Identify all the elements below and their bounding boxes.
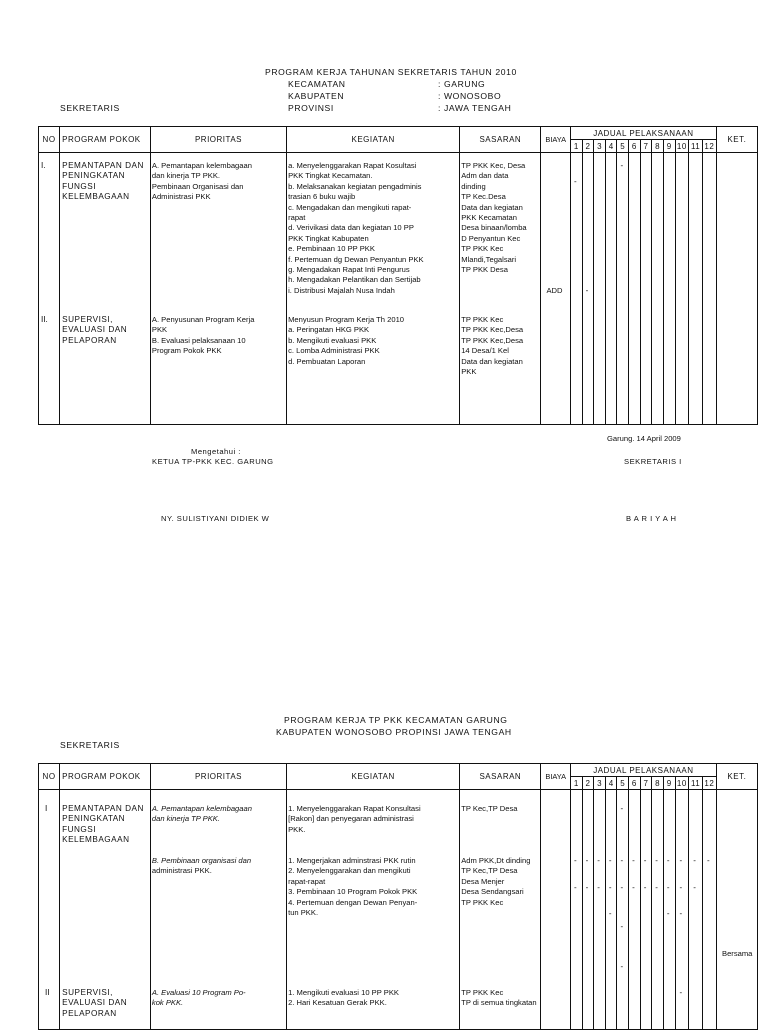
doc2-row1-program	[62, 804, 144, 846]
col-jadual: JADUAL PELAKSANAAN	[571, 127, 717, 140]
month-10: 10	[676, 778, 687, 788]
col-jadual: JADUAL PELAKSANAAN	[571, 764, 717, 777]
doc1-sasaran-cell	[460, 153, 541, 425]
schedule-mark: -	[632, 883, 635, 892]
text-line: Data dan kegiatan	[461, 202, 523, 212]
doc2-row1-sasaran-a	[461, 804, 517, 814]
text-line: SUPERVISI,	[62, 315, 113, 324]
doc1-left-sign-label1: Mengetahui :	[191, 447, 241, 456]
doc1-meta-label-provinsi: PROVINSI	[288, 103, 334, 113]
doc2-month-cell-11	[689, 790, 703, 1030]
col-biaya: BIAYA	[541, 127, 571, 153]
text-line: TP Kec.Desa	[461, 192, 506, 202]
schedule-mark: -	[585, 856, 589, 865]
doc1-month-cell-10	[675, 153, 689, 425]
doc2-title-1: PROGRAM KERJA TP PKK KECAMATAN GARUNG	[284, 715, 508, 725]
doc2-row1-no: I	[45, 804, 48, 813]
doc1-biaya-cell	[541, 153, 571, 425]
text-line: Menyusun Program Kerja Th 2010	[288, 315, 405, 324]
doc2-month-cell-6	[629, 790, 641, 1030]
text-line: Desa Menjer	[461, 876, 505, 886]
text-line: PENINGKATAN	[62, 171, 126, 181]
month-1: 1	[571, 777, 583, 790]
schedule-mark: -	[585, 286, 589, 295]
text-line: Mlandi,Tegalsari	[461, 254, 517, 264]
text-line: 3. Pembinaan 10 Program Pokok PKK	[288, 887, 418, 897]
schedule-mark: -	[608, 883, 612, 892]
text-line: c. Mengadakan dan mengikuti rapat-	[288, 202, 412, 212]
month-5: 5	[617, 777, 629, 790]
text-line: 1. Mengerjakan adminstrasi PKK rutin	[288, 856, 416, 865]
col-biaya: BIAYA	[541, 764, 571, 790]
doc1-left-sign-label2: KETUA TP-PKK KEC. GARUNG	[152, 457, 274, 466]
doc2-month-cell-12	[702, 790, 716, 1030]
text-line: dan kinerja TP PKK.	[151, 171, 220, 181]
text-line: SUPERVISI,	[62, 988, 113, 997]
month-11: 11	[689, 140, 703, 153]
doc1-left-sign-name: NY. SULISTIYANI DIDIEK W	[161, 514, 270, 523]
schedule-mark: -	[632, 856, 635, 865]
schedule-mark: -	[597, 856, 600, 865]
doc2-row1-prioritas-b	[152, 856, 251, 877]
text-line: PENINGKATAN	[62, 814, 126, 824]
text-line: EVALUASI DAN	[62, 325, 128, 335]
text-line: Data dan kegiatan	[461, 356, 523, 366]
text-line: 1. Menyelenggarakan Rapat Konsultasi	[288, 804, 421, 813]
doc2-month-cell-2	[582, 790, 594, 1030]
text-line: PEMANTAPAN DAN	[62, 161, 144, 170]
text-line: 1. Mengikuti evaluasi 10 PP PKK	[288, 988, 399, 997]
text-line: kok PKK.	[151, 998, 184, 1008]
text-line: TP PKK Kec,Desa	[461, 335, 524, 345]
text-line: TP di semua tingkatan	[461, 998, 537, 1008]
doc1-row2-prioritas	[152, 315, 255, 357]
col-ket: KET.	[716, 127, 757, 153]
ket-note-text: Bersama	[722, 949, 753, 958]
doc1-month-cell-9	[663, 153, 675, 425]
doc1-month-cell-3	[594, 153, 606, 425]
doc1-prioritas-cell	[150, 153, 286, 425]
text-line: TP PKK Kec,Desa	[461, 325, 524, 335]
text-line: TP Kec,TP Desa	[461, 866, 518, 876]
doc1-row2-kegiatan	[288, 315, 404, 367]
doc1-meta-value-provinsi: : JAWA TENGAH	[438, 103, 512, 113]
doc1-month-cell-2	[582, 153, 594, 425]
col-program-pokok: PROGRAM POKOK	[60, 764, 151, 790]
text-line: TP PKK Desa	[461, 265, 508, 275]
doc2-header-row	[39, 764, 758, 777]
text-line: TP PKK Kec	[461, 244, 504, 254]
doc1-header-row	[39, 127, 758, 140]
doc1-row1-sasaran	[461, 161, 526, 275]
doc2-biaya-cell	[541, 790, 571, 1030]
text-line: f. Pertemuan dg Dewan Penyantun PKK	[288, 254, 424, 264]
text-line: PKK Tingkat Kecamatan.	[288, 171, 373, 181]
text-line: trasian 6 buku wajib	[288, 192, 356, 202]
doc1-row2-sasaran	[461, 315, 523, 377]
doc1-row2-program	[62, 315, 127, 346]
text-line: PKK	[151, 325, 168, 335]
schedule-mark: -	[643, 856, 647, 865]
doc1-right-sign-label: SEKRETARIS I	[624, 457, 682, 466]
text-line: a. Menyelenggarakan Rapat Kosultasi	[288, 161, 417, 170]
doc1-month-cell-1	[571, 153, 583, 425]
doc2-ket-note	[722, 949, 778, 961]
text-line: TP PKK Kec	[461, 897, 504, 907]
text-line: tun PKK.	[288, 908, 319, 918]
text-line: b. Melaksanakan kegiatan pengadminis	[288, 181, 422, 191]
doc1-biaya-value: ADD	[546, 286, 563, 295]
col-sasaran: SASARAN	[460, 127, 541, 153]
doc2-month-cell-3	[594, 790, 606, 1030]
doc1-ket-cell	[716, 153, 757, 425]
doc2-row2-no: II	[45, 988, 50, 997]
text-line: Adm dan data	[461, 171, 509, 181]
text-line: KELEMBAGAAN	[62, 835, 130, 845]
doc2-sasaran-cell	[460, 790, 541, 1030]
doc1-unit: SEKRETARIS	[60, 103, 120, 113]
schedule-mark: -	[666, 883, 670, 892]
text-line: 2. Hari Kesatuan Gerak PKK.	[288, 998, 387, 1008]
doc2-row2-program	[62, 988, 127, 1019]
text-line: PELAPORAN	[62, 1008, 117, 1018]
text-line: 4. Pertemuan dengan Dewan Penyan-	[288, 897, 418, 907]
month-4: 4	[605, 140, 617, 153]
text-line: 2. Menyelenggarakan dan mengikuti	[288, 866, 411, 876]
month-1: 1	[571, 140, 583, 153]
schedule-mark: -	[679, 856, 683, 865]
col-ket: KET.	[716, 764, 757, 790]
text-line: [Rakon] dan penyegaran administrasi	[288, 814, 414, 824]
doc1-row1-no: I.	[41, 161, 46, 170]
doc1-no-cell	[39, 153, 60, 425]
month-11: 11	[689, 777, 703, 790]
text-line: a. Peringatan HKG PKK	[288, 325, 370, 335]
text-line: rapat-rapat	[288, 876, 326, 886]
col-no: NO	[39, 127, 60, 153]
doc1-row1-kegiatan	[288, 161, 424, 296]
schedule-mark: -	[608, 856, 612, 865]
schedule-mark: -	[574, 883, 577, 892]
month-2: 2	[582, 140, 594, 153]
doc1-date-line: Garung. 14 April 2009	[607, 434, 681, 443]
schedule-mark: -	[679, 988, 683, 997]
doc2-ket-cell	[716, 790, 757, 1030]
doc2-month-cell-5	[617, 790, 629, 1030]
month-3: 3	[594, 140, 606, 153]
schedule-mark: -	[620, 856, 624, 865]
schedule-mark: -	[693, 883, 696, 892]
month-6: 6	[629, 777, 641, 790]
text-line: FUNGSI	[62, 824, 97, 834]
doc1-meta-value-kecamatan: : GARUNG	[438, 79, 486, 89]
doc1-right-sign-name: B A R I Y A H	[626, 514, 677, 523]
doc1-meta-value-kabupaten: : WONOSOBO	[438, 91, 502, 101]
schedule-mark: -	[620, 922, 624, 931]
text-line: TP PKK Kec	[461, 315, 504, 324]
text-line: PKK.	[288, 824, 306, 834]
text-line: EVALUASI DAN	[62, 998, 128, 1008]
text-line: B. Evaluasi pelaksanaan 10	[151, 335, 246, 345]
schedule-mark: -	[585, 883, 589, 892]
col-kegiatan: KEGIATAN	[287, 127, 460, 153]
col-no: NO	[39, 764, 60, 790]
schedule-mark: -	[620, 962, 624, 971]
col-kegiatan: KEGIATAN	[287, 764, 460, 790]
doc1-meta-label-kabupaten: KABUPATEN	[288, 91, 345, 101]
doc2-body-row	[39, 790, 758, 1030]
text-line: TP PKK Kec, Desa	[461, 161, 526, 170]
text-line: Adm PKK,Dt dinding	[461, 856, 531, 865]
col-prioritas: PRIORITAS	[150, 764, 286, 790]
text-line: 14 Desa/1 Kel	[461, 346, 509, 356]
schedule-mark: -	[666, 909, 670, 918]
doc1-row1-prioritas	[152, 161, 252, 203]
text-line: A. Pemantapan kelembagaan	[151, 804, 252, 813]
text-line: h. Mengadakan Pelantikan dan Sertijab	[288, 275, 421, 285]
month-12: 12	[704, 141, 715, 151]
text-line: rapat	[288, 213, 306, 223]
text-line: Desa binaan/lomba	[461, 223, 527, 233]
text-line: PEMANTAPAN DAN	[62, 804, 144, 813]
doc2-prioritas-cell	[150, 790, 286, 1030]
doc1-table	[38, 126, 758, 425]
doc1-row2-no: II.	[41, 315, 48, 324]
text-line: A. Penyusunan Program Kerja	[151, 315, 255, 324]
doc1-program-cell	[60, 153, 151, 425]
schedule-mark: -	[574, 856, 577, 865]
text-line: TP Kec,TP Desa	[461, 804, 518, 813]
doc1-month-cell-11	[689, 153, 703, 425]
text-line: PKK Tingkat Kabupaten	[288, 233, 369, 243]
doc2-program-cell	[60, 790, 151, 1030]
text-line: i. Distribusi Majalah Nusa Indah	[288, 285, 395, 295]
schedule-mark: -	[597, 883, 600, 892]
month-7: 7	[640, 777, 652, 790]
doc1-month-cell-5	[617, 153, 629, 425]
doc1-kegiatan-cell	[287, 153, 460, 425]
text-line: d. Verivikasi data dan kegiatan 10 PP	[288, 223, 414, 233]
text-line: B. Pembinaan organisasi dan	[151, 856, 252, 865]
doc2-month-cell-10	[675, 790, 689, 1030]
schedule-mark: -	[679, 883, 683, 892]
doc2-row1-sasaran-b	[461, 856, 530, 908]
schedule-mark: -	[620, 804, 624, 813]
text-line: PKK Kecamatan	[461, 213, 517, 223]
doc2-month-cell-4	[605, 790, 617, 1030]
doc2-kegiatan-cell	[287, 790, 460, 1030]
doc2-month-cell-1	[571, 790, 583, 1030]
doc2-row1-kegiatan-b	[288, 856, 417, 918]
doc1-month-cell-12	[702, 153, 716, 425]
text-line: Pembinaan Organisasi dan	[151, 181, 244, 191]
schedule-mark: -	[608, 909, 612, 918]
text-line: KELEMBAGAAN	[62, 192, 130, 202]
month-2: 2	[582, 777, 594, 790]
doc2-table	[38, 763, 758, 1030]
doc2-row2-prioritas	[152, 988, 246, 1009]
doc1-month-cell-6	[629, 153, 641, 425]
text-line: Program Pokok PKK	[151, 346, 222, 356]
text-line: FUNGSI	[62, 181, 97, 191]
schedule-mark: -	[620, 883, 624, 892]
schedule-mark: -	[666, 856, 670, 865]
doc1-month-cell-7	[640, 153, 652, 425]
doc2-row1-prioritas-a	[152, 804, 252, 825]
doc2-month-cell-7	[640, 790, 652, 1030]
doc2-row2-sasaran	[461, 988, 536, 1009]
text-line: d. Pembuatan Laporan	[288, 356, 366, 366]
schedule-mark: -	[655, 883, 658, 892]
col-program-pokok: PROGRAM POKOK	[60, 127, 151, 153]
month-6: 6	[629, 140, 641, 153]
month-3: 3	[594, 777, 606, 790]
text-line: Administrasi PKK	[151, 192, 211, 202]
doc1-month-cell-8	[652, 153, 664, 425]
text-line: TP PKK Kec	[461, 988, 504, 997]
text-line: dan kinerja TP PKK.	[151, 814, 220, 824]
text-line: c. Lomba Administrasi PKK	[288, 346, 380, 356]
doc1-month-cell-4	[605, 153, 617, 425]
col-prioritas: PRIORITAS	[150, 127, 286, 153]
doc2-month-cell-9	[663, 790, 675, 1030]
month-12: 12	[704, 778, 715, 788]
doc2-row2-kegiatan	[288, 988, 399, 1009]
text-line: Desa Sendangsari	[461, 887, 524, 897]
month-10: 10	[676, 141, 687, 151]
doc2-row1-kegiatan-a	[288, 804, 421, 835]
text-line: A. Pemantapan kelembagaan	[151, 161, 252, 170]
text-line: A. Evaluasi 10 Program Po-	[151, 988, 246, 997]
month-4: 4	[605, 777, 617, 790]
month-9: 9	[663, 140, 675, 153]
schedule-mark: -	[620, 161, 624, 170]
text-line: e. Pembinaan 10 PP PKK	[288, 244, 375, 254]
schedule-mark: -	[574, 177, 577, 186]
month-7: 7	[640, 140, 652, 153]
schedule-mark: -	[655, 856, 658, 865]
schedule-mark: -	[643, 883, 647, 892]
doc1-body-row	[39, 153, 758, 425]
doc2-no-cell	[39, 790, 60, 1030]
text-line: PKK	[461, 367, 477, 377]
text-line: D Penyantun Kec	[461, 233, 521, 243]
doc1-row1-program	[62, 161, 144, 203]
text-line: administrasi PKK.	[151, 866, 212, 876]
text-line: dinding	[461, 181, 486, 191]
doc2-unit: SEKRETARIS	[60, 740, 120, 750]
month-8: 8	[652, 140, 664, 153]
schedule-mark: -	[706, 856, 710, 865]
schedule-mark: -	[679, 909, 683, 918]
doc2-title-2: KABUPATEN WONOSOBO PROPINSI JAWA TENGAH	[276, 727, 512, 737]
schedule-mark: -	[693, 856, 696, 865]
col-sasaran: SASARAN	[460, 764, 541, 790]
doc2-month-cell-8	[652, 790, 664, 1030]
text-line: PELAPORAN	[62, 335, 117, 345]
month-5: 5	[617, 140, 629, 153]
text-line: b. Mengikuti evaluasi PKK	[288, 335, 377, 345]
month-9: 9	[663, 777, 675, 790]
month-8: 8	[652, 777, 664, 790]
text-line: g. Mengadakan Rapat Inti Pengurus	[288, 265, 410, 275]
doc1-meta-label-kecamatan: KECAMATAN	[288, 79, 346, 89]
doc1-title: PROGRAM KERJA TAHUNAN SEKRETARIS TAHUN 2010	[265, 67, 517, 77]
